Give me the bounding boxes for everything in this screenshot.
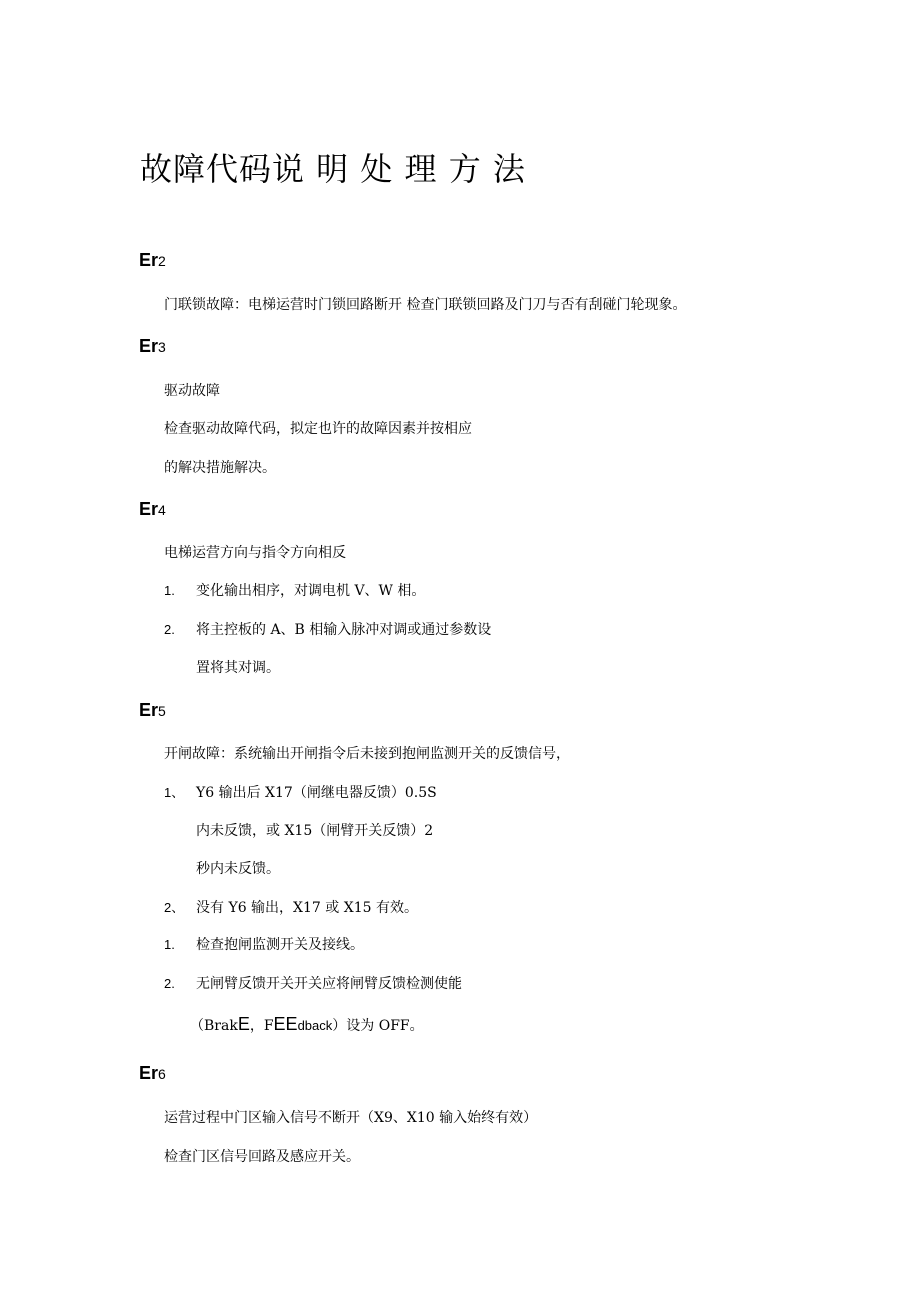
list-marker: 1. (164, 937, 175, 952)
er5-cause-1 (164, 782, 437, 802)
list-text: 变化输出相序，对调电机 V、W 相。 (196, 583, 426, 599)
er3-line-1: 驱动故障 (164, 383, 220, 399)
er3-line-3: 的解决措施解决。 (164, 460, 276, 476)
list-text: 无闸臂反馈开关开关应将闸臂反馈检测使能 (196, 976, 462, 992)
er5-cause-1-continued-2: 秒内未反馈。 (196, 861, 280, 877)
list-text: 检查抱闸监测开关及接线。 (196, 937, 364, 953)
code-number: 2 (158, 253, 166, 269)
code-prefix: Er (139, 499, 159, 519)
list-marker: 2. (164, 976, 175, 991)
dback-text: dback (297, 1018, 333, 1033)
list-marker: 1、 (164, 785, 185, 800)
code-prefix: Er (139, 1063, 159, 1083)
large-letters-ee: EE (273, 1014, 298, 1034)
er5-step-2 (164, 973, 462, 993)
code-prefix: Er (139, 700, 159, 720)
er5-step-2-continued (190, 1014, 424, 1035)
list-text: 将主控板的 A、B 相输入脉冲对调或通过参数设 (196, 622, 492, 638)
er2-description: 门联锁故障：电梯运营时门锁回路断开 检查门联锁回路及门刀与否有刮碰门轮现象。 (164, 297, 687, 313)
list-text: 没有 Y6 输出，X17 或 X15 有效。 (196, 900, 418, 916)
large-letter-e: E (237, 1014, 250, 1034)
fault-code-er4 (139, 499, 166, 520)
er6-description: 运营过程中门区输入信号不断开（X9、X10 输入始终有效） (164, 1110, 538, 1126)
code-number: 5 (158, 703, 166, 719)
comma-f: ，F (249, 1018, 274, 1034)
fault-code-er2 (139, 250, 166, 271)
list-marker: 1. (164, 583, 175, 598)
code-number: 4 (158, 502, 166, 518)
er6-check: 检查门区信号回路及感应开关。 (164, 1149, 360, 1165)
er4-step-2 (164, 619, 491, 639)
er3-line-2: 检查驱动故障代码，拟定也许的故障因素并按相应 (164, 421, 472, 437)
er5-step-1 (164, 934, 364, 954)
fault-code-er5 (139, 700, 166, 721)
er4-step-1 (164, 580, 425, 600)
code-prefix: Er (139, 250, 159, 270)
paren-open-brak: （Brak (190, 1018, 238, 1034)
document-title: 故障代码说 明 处 理 方 法 (140, 150, 526, 188)
list-marker: 2、 (164, 900, 185, 915)
fault-code-er6 (139, 1063, 166, 1084)
fault-code-er3 (139, 336, 166, 357)
set-off-text: ）设为 OFF。 (332, 1018, 424, 1034)
code-number: 3 (158, 339, 166, 355)
list-text: Y6 输出后 X17（闸继电器反馈）0.5S (196, 785, 437, 801)
code-prefix: Er (139, 336, 159, 356)
er5-cause-2 (164, 897, 418, 917)
code-number: 6 (158, 1066, 166, 1082)
er5-cause-1-continued-1: 内未反馈，或 X15（闸臂开关反馈）2 (196, 823, 434, 839)
er5-description: 开闸故障：系统输出开闸指令后未接到抱闸监测开关的反馈信号， (164, 746, 570, 762)
er4-description: 电梯运营方向与指令方向相反 (164, 545, 346, 561)
er4-step-2-continued: 置将其对调。 (196, 660, 280, 676)
list-marker: 2. (164, 622, 175, 637)
